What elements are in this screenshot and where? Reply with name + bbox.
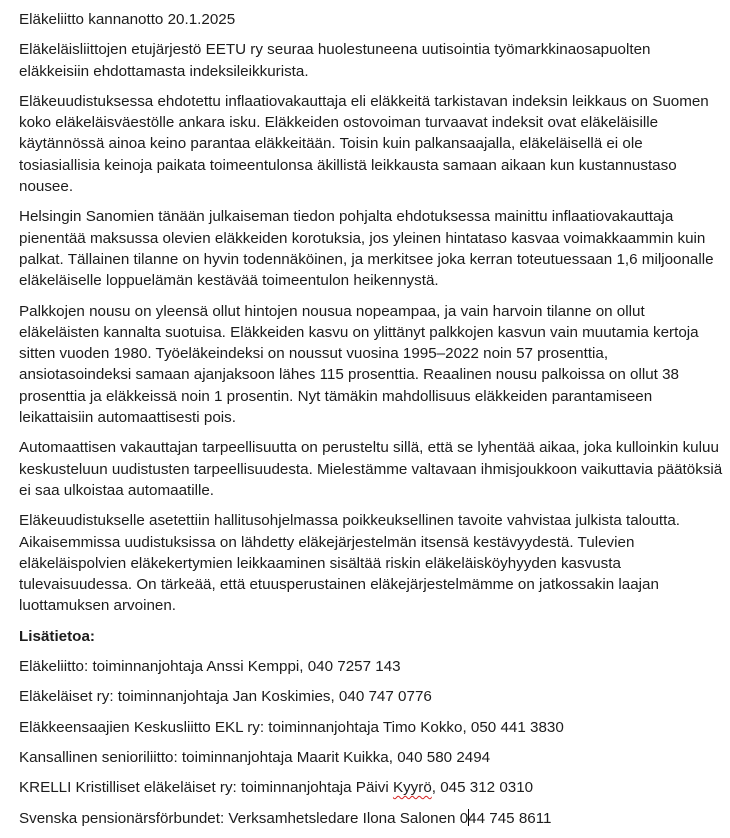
contact-svenska-after-cursor: 44 745 8611 bbox=[468, 809, 552, 827]
paragraph-5: Automaattisen vakauttajan tarpeellisuutta on perusteltu sillä, että se lyhentää aikaa, joka kulloinkin kuluu keskusteluun uudistusten tarpeellisuudesta. Mielestämme valtavaan ihmisjoukkoon vaikuttavia päätöksiä ei saa ulkoistaa automaatille. bbox=[19, 439, 723, 499]
contact-line-senioriliitto: Kansallinen senioriliitto: toiminnanjohtaja Maarit Kuikka, 040 580 2494 bbox=[19, 748, 491, 766]
contact-krelli-suffix: , 045 312 0310 bbox=[431, 779, 534, 797]
contact-krelli-prefix: KRELLI Kristilliset eläkeläiset ry: toiminnanjohtaja Päivi bbox=[19, 779, 393, 797]
document-page[interactable] bbox=[19, 9, 723, 838]
paragraph-6: Eläkeuudistukselle asetettiin hallitusohjelmassa poikkeuksellinen tavoite vahvistaa julkista taloutta. Aikaisemmissa uudistuksissa on lähdetty eläkejärjestelmän itsensä kestävyydestä. Tulevien eläkeläispolvien eläkekertymien leikkaaminen sisältää riskin eläkeläisköyhyyden kasvusta tulevaisuudessa. On tärkeää, että etuusperustainen eläkejärjestelmämme on jatkossakin laajan luottamuksen arvoinen. bbox=[19, 512, 681, 615]
document-title: Eläkeliitto kannanotto 20.1.2025 bbox=[19, 11, 236, 28]
paragraph-3: Helsingin Sanomien tänään julkaiseman tiedon pohjalta ehdotuksessa mainittu inflaatiovakauttaja pienentää maksussa olevien eläkkeiden korotuksia, jos yleinen hintataso kasvaa voimakkaammin kuin palkat. Tällainen tilanne on hyvin todennäköinen, ja merkitsee joka kerran toteutuessaan 1,6 miljoonalle eläkeläiselle loppuelämän kestävää toimeentulon heikennystä. bbox=[19, 208, 714, 290]
contact-line-krelli bbox=[19, 777, 723, 798]
contact-line-svenska bbox=[19, 808, 723, 829]
contact-line-elakelaiset: Eläkeläiset ry: toiminnanjohtaja Jan Koskimies, 040 747 0776 bbox=[19, 688, 432, 706]
contact-line-ekl: Eläkkeensaajien Keskusliitto EKL ry: toiminnanjohtaja Timo Kokko, 050 441 3830 bbox=[19, 718, 564, 736]
paragraph-1: Eläkeläisliittojen etujärjestö EETU ry seuraa huolestuneena uutisointia työmarkkinaosapuolten eläkkeisiin ehdottamasta indeksileikkurista. bbox=[19, 41, 651, 80]
contacts-heading: Lisätietoa: bbox=[19, 627, 95, 645]
contact-svenska-before-cursor: Svenska pensionärsförbundet: Verksamhetsledare Ilona Salonen 0 bbox=[19, 809, 469, 827]
spellcheck-flagged-word[interactable]: Kyyrö bbox=[392, 779, 432, 797]
contact-line-elakeliitto: Eläkeliitto: toiminnanjohtaja Anssi Kemppi, 040 7257 143 bbox=[19, 658, 401, 676]
paragraph-2: Eläkeuudistuksessa ehdotettu inflaatiovakauttaja eli eläkkeitä tarkistavan indeksin leikkaus on Suomen koko eläkeläisväestölle ankara isku. Eläkkeiden ostovoiman turvaavat indeksit ovat eläkeläisille käytännössä ainoa keino parantaa eläkkeitään. Toisin kuin palkansaajalla, eläkeläisellä ei ole tosiasiallisia keinoja paikata toimeentulonsa äkillistä leikkausta samaan aikaan kun kustannustaso nousee. bbox=[19, 92, 709, 196]
paragraph-4: Palkkojen nousu on yleensä ollut hintojen nousua nopeampaa, ja vain harvoin tilanne on ollut eläkeläisten kannalta suotuisa. Eläkkeiden kasvu on ylittänyt palkkojen kasvun vain muutamia kertoja sitten vuoden 1980. Työeläkeindeksi on noussut vuosina 1995–2022 noin 57 prosenttia, ansiotasoindeksi samaan ajanjaksoon lähes 115 prosenttia. Reaalinen nousu palkoissa on ollut 38 prosenttia ja eläkkeissä noin 1 prosentin. Nyt tämäkin mahdollisuus eläkkeiden parantamiseen leikattaisiin automaattisesti pois. bbox=[19, 302, 699, 427]
